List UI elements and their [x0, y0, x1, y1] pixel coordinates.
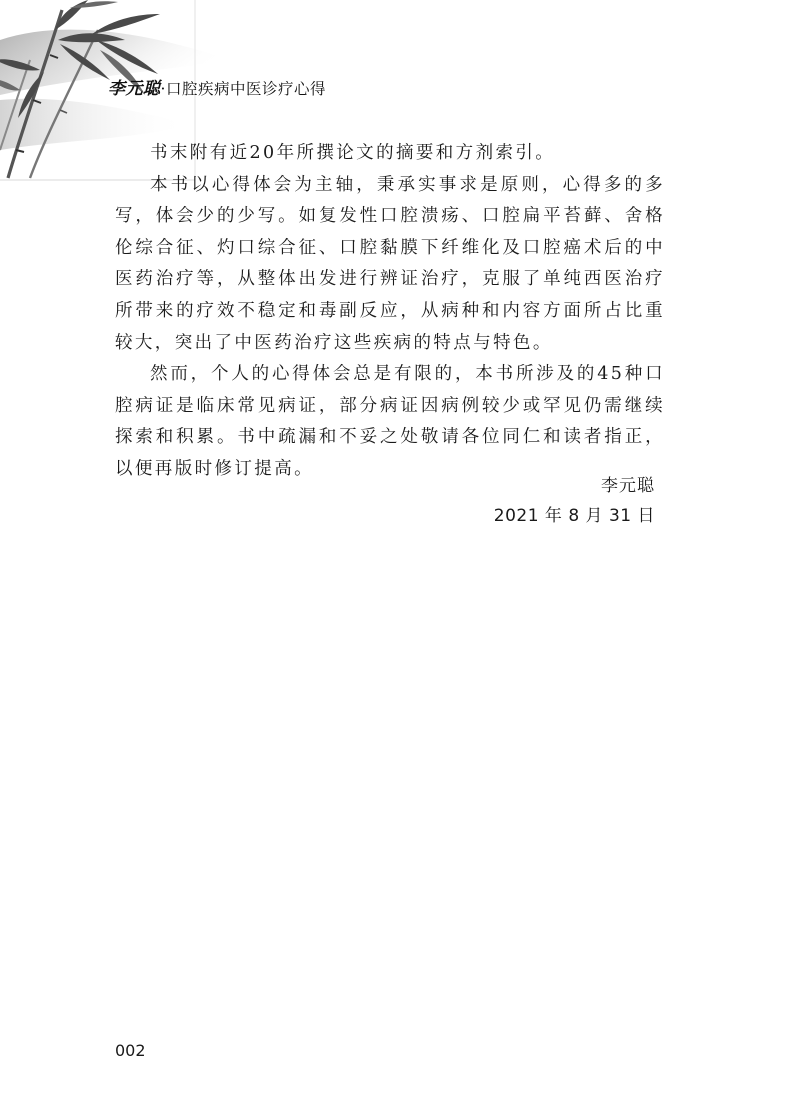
- signature-date: 2021 年 8 月 31 日: [493, 506, 655, 526]
- paragraph-3: 然而，个人的心得体会总是有限的，本书所涉及的45种口腔病证是临床常见病证，部分病证因病例较少或罕见仍需继续探索和积累。书中疏漏和不妥之处敬请各位同仁和读者指正，以便再版时修订提高。: [115, 364, 665, 479]
- page-number: 002: [115, 1041, 146, 1060]
- running-head-separator: ·: [160, 80, 166, 98]
- signature-name: 李元聪: [601, 476, 655, 496]
- paragraph-1: 书末附有近20年所撰论文的摘要和方剂索引。: [150, 143, 556, 163]
- running-head: [108, 74, 326, 99]
- body-text: [115, 138, 665, 486]
- running-head-book-title: 口腔疾病中医诊疗心得: [165, 80, 326, 98]
- running-head-author: 李元聪: [108, 79, 161, 99]
- paragraph-2: 本书以心得体会为主轴，秉承实事求是原则，心得多的多写，体会少的少写。如复发性口腔溃疡、口腔扁平苔藓、舍格伦综合征、灼口综合征、口腔黏膜下纤维化及口腔癌术后的中医药治疗等，从整体出发进行辨证治疗，克服了单纯西医治疗所带来的疗效不稳定和毒副反应，从病种和内容方面所占比重较大，突出了中医药治疗这些疾病的特点与特色。: [115, 174, 665, 353]
